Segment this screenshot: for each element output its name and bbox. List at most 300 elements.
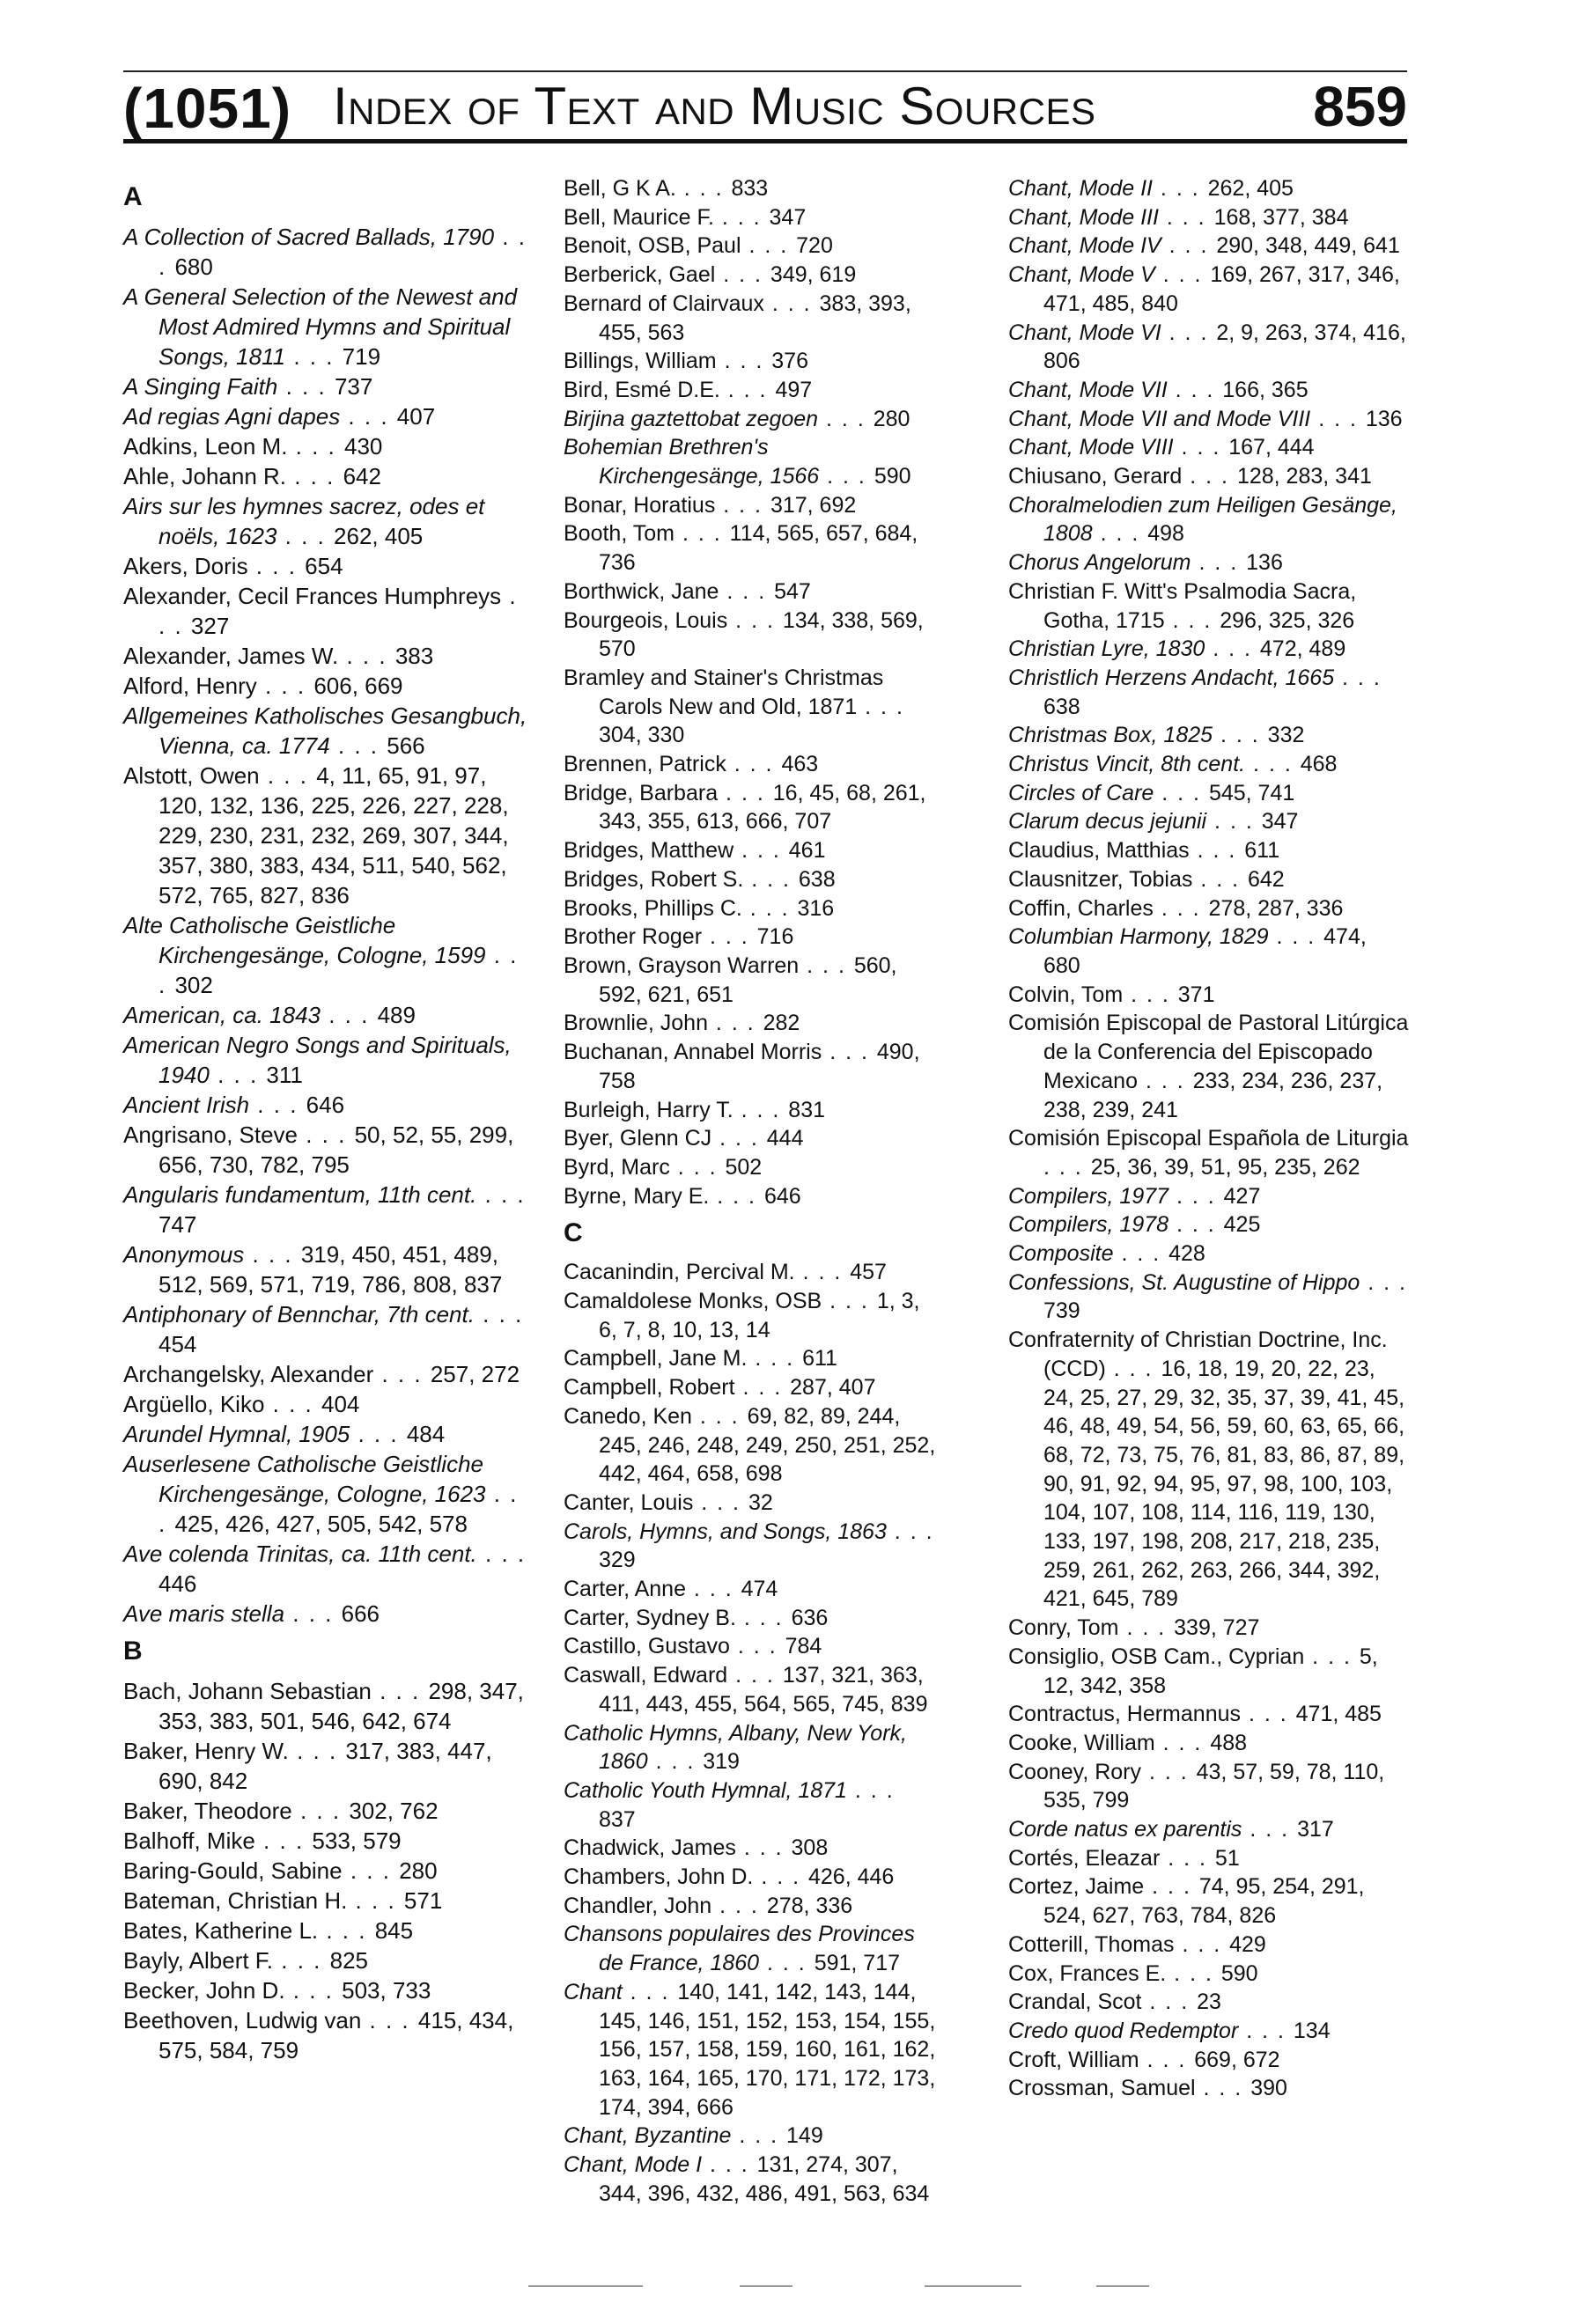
leader-dots: . . .: [244, 1241, 301, 1268]
entry-pages: 654: [305, 553, 343, 579]
entry-name: A Singing Faith: [123, 373, 278, 400]
index-entry: [564, 1038, 936, 1095]
leader-dots: . . .: [709, 1183, 764, 1209]
index-entry: [564, 1153, 936, 1182]
leader-dots: . . .: [247, 553, 306, 579]
entry-name: Confraternity of Christian Doctrine, Inc. (CCD): [1008, 1327, 1388, 1381]
entry-name: Chansons populaires des Provinces de France, 1860: [564, 1922, 915, 1976]
entry-pages: 134, 338, 569, 570: [599, 607, 924, 662]
index-entry: [123, 1945, 534, 1975]
entry-pages: 545, 741: [1208, 780, 1295, 805]
index-entry: [1008, 1758, 1409, 1815]
entry-name: Cooke, William: [1008, 1730, 1155, 1755]
entry-pages: 638: [1043, 694, 1080, 719]
index-entry: [123, 1359, 534, 1389]
index-entry: [1008, 1844, 1409, 1873]
index-entry: [123, 1796, 534, 1826]
leader-dots: . . .: [702, 2152, 757, 2178]
leader-dots: . . .: [622, 1979, 678, 2004]
leader-dots: . . .: [476, 1181, 526, 1208]
leader-dots: . . .: [726, 752, 782, 777]
entry-name: Angularis fundamentum, 11th cent.: [123, 1181, 477, 1208]
entry-name: Cotterill, Thomas: [1008, 1931, 1175, 1957]
leader-dots: . . .: [338, 643, 395, 669]
section-letter: C: [564, 1218, 583, 1248]
leader-dots: . . .: [719, 377, 776, 402]
entry-name: Arundel Hymnal, 1905: [123, 1421, 350, 1447]
entry-pages: 302: [174, 972, 213, 998]
entry-pages: 425: [1223, 1212, 1261, 1238]
index-entry: [1008, 1182, 1409, 1211]
entry-pages: 669, 672: [1194, 2047, 1280, 2072]
entry-pages: 5, 12, 342, 358: [1043, 1644, 1378, 1698]
entry-name: Claudius, Matthias: [1008, 838, 1190, 864]
index-entry: [123, 1975, 534, 2005]
leader-dots: . . .: [476, 1541, 527, 1567]
index-entry: [1008, 894, 1409, 923]
entry-pages: 137, 321, 363, 411, 443, 455, 564, 565, 745, 839: [599, 1663, 928, 1717]
index-entry: [564, 1402, 936, 1489]
entry-name: Campbell, Robert: [564, 1375, 735, 1401]
entry-name: Castillo, Gustavo: [564, 1634, 730, 1659]
index-entry: [123, 1419, 534, 1449]
entry-pages: 25, 36, 39, 51, 95, 235, 262: [1090, 1154, 1360, 1180]
leader-dots: . . .: [1360, 1269, 1407, 1295]
leader-dots: . . .: [735, 1605, 792, 1630]
index-entry: [123, 1090, 534, 1120]
entry-pages: 463: [781, 752, 819, 777]
leader-dots: . . .: [1141, 1759, 1197, 1784]
leader-dots: . . .: [822, 1289, 877, 1314]
index-entry: [123, 1539, 534, 1599]
section-letter: B: [123, 1636, 143, 1666]
entry-name: Chant, Byzantine: [564, 2123, 732, 2149]
footer-rule: [528, 2285, 643, 2287]
entry-name: Chant, Mode III: [1008, 204, 1159, 230]
index-entry: [564, 519, 936, 577]
leader-dots: . . .: [799, 952, 854, 978]
index-entry: [564, 1096, 936, 1125]
leader-dots: . . .: [329, 732, 387, 759]
leader-dots: . . .: [318, 1917, 375, 1944]
index-entry: [123, 761, 534, 910]
leader-dots: . . .: [647, 1749, 704, 1775]
leader-dots: . . .: [1238, 2019, 1294, 2043]
index-entry: [1008, 1614, 1409, 1643]
entry-name: Bach, Johann Sebastian: [123, 1678, 372, 1704]
entry-pages: 257, 272: [430, 1361, 520, 1387]
index-entry: [1008, 1326, 1409, 1614]
index-entry: [1008, 1729, 1409, 1758]
index-entry: [1008, 203, 1409, 232]
entry-name: Choralmelodien zum Heiligen Gesänge, 1808: [1008, 492, 1397, 547]
index-entry: [564, 952, 936, 1009]
entry-pages: 50, 52, 55, 299, 656, 730, 782, 795: [158, 1122, 514, 1178]
entry-name: Canter, Louis: [564, 1489, 694, 1515]
entry-pages: 606, 669: [313, 673, 403, 699]
leader-dots: . . .: [1161, 320, 1217, 345]
leader-dots: . . .: [1154, 1730, 1211, 1755]
entry-name: Chambers, John D.: [564, 1864, 754, 1890]
entry-name: Billings, William: [564, 349, 717, 374]
entry-name: Chiusano, Gerard: [1008, 464, 1183, 489]
index-entry: [123, 551, 534, 581]
entry-pages: 719: [342, 343, 381, 370]
entry-name: Alte Catholische Geistliche Kirchengesänge, Cologne, 1599: [123, 912, 486, 968]
leader-dots: . . .: [685, 1577, 741, 1602]
index-entry: [1008, 1960, 1409, 1989]
entry-name: Coffin, Charles: [1008, 895, 1154, 921]
index-entry: [123, 2005, 534, 2065]
index-entry: [1008, 491, 1409, 548]
leader-dots: . . .: [733, 1097, 789, 1122]
index-entry: [123, 1030, 534, 1090]
leader-dots: . . .: [1195, 2076, 1251, 2101]
entry-pages: 327: [190, 613, 230, 639]
entry-pages: 474: [741, 1577, 778, 1602]
entry-pages: 636: [791, 1605, 829, 1630]
index-entry: [564, 779, 936, 836]
index-entry: [564, 1978, 936, 2122]
entry-pages: 488: [1210, 1730, 1248, 1755]
entry-name: Ave colenda Trinitas, ca. 11th cent.: [123, 1541, 477, 1567]
entry-pages: 489: [377, 1002, 416, 1028]
entry-pages: 16, 18, 19, 20, 22, 23, 24, 25, 27, 29, 32, 35, 37, 39, 41, 45, 46, 48, 49, 54, 56, 59, 60, 63, 65, 66, 68, 72, 73, 75, 76, 81, 83, 86, 87, 89, 90, 91, 92, 94, 95, 97, 98, 100, 103, 104, 107, 108, 114, 116, 119, 130, 133, 197, 198, 208, 217, 218, 235, 259, 261, 262, 263, 266, 344, 392, 421, 645, 789: [1043, 1356, 1405, 1612]
leader-dots: . . .: [818, 406, 874, 431]
entry-name: Corde natus ex parentis: [1008, 1817, 1242, 1842]
index-entry: [564, 1604, 936, 1633]
entry-pages: 547: [774, 578, 811, 604]
leader-dots: . . .: [1206, 809, 1262, 835]
entry-pages: 646: [306, 1092, 345, 1118]
leader-dots: . . .: [759, 1951, 815, 1976]
entry-pages: 168, 377, 384: [1213, 204, 1349, 230]
index-entry: [123, 1180, 534, 1239]
leader-dots: . . .: [1113, 1241, 1169, 1267]
leader-dots: . . .: [1092, 521, 1148, 547]
entry-pages: 720: [796, 233, 833, 259]
entry-name: American, ca. 1843: [123, 1002, 321, 1028]
leader-dots: . . .: [1144, 1874, 1199, 1900]
index-entry: [1008, 1815, 1409, 1844]
entry-pages: 298, 347, 353, 383, 501, 546, 642, 674: [158, 1678, 524, 1734]
entry-pages: 319: [703, 1749, 740, 1775]
entry-name: Antiphonary of Bennchar, 7th cent.: [123, 1301, 475, 1327]
entry-name: Cacanindin, Percival M.: [564, 1260, 795, 1285]
leader-dots: . . .: [1189, 838, 1245, 864]
entry-name: Composite: [1008, 1241, 1114, 1267]
entry-name: Comisión Episcopal de Pastoral Litúrgica de la Conferencia del Episcopado Mexicano: [1008, 1011, 1409, 1093]
entry-pages: 833: [731, 176, 769, 201]
leader-dots: . . .: [284, 1977, 343, 2004]
entry-name: Clausnitzer, Tobias: [1008, 866, 1193, 892]
entry-pages: 474, 680: [1043, 924, 1367, 978]
entry-pages: 347: [1261, 809, 1299, 835]
entry-pages: 43, 57, 59, 78, 110, 535, 799: [1043, 1759, 1385, 1813]
entry-pages: 638: [798, 866, 836, 892]
entry-name: Campbell, Jane M.: [564, 1346, 748, 1372]
footer-rule: [1096, 2285, 1149, 2287]
entry-pages: 287, 407: [790, 1375, 876, 1401]
index-entry: [123, 1916, 534, 1945]
leader-dots: . . .: [1138, 1068, 1193, 1093]
index-entry: [564, 1182, 936, 1211]
leader-dots: . . .: [340, 403, 397, 430]
index-entry: [1008, 376, 1409, 405]
index-entry: [1008, 2046, 1409, 2075]
leader-dots: . . .: [1139, 2047, 1195, 2072]
entry-name: Byrd, Marc: [564, 1154, 670, 1180]
leader-dots: . . .: [1242, 1817, 1298, 1842]
entry-name: Borthwick, Jane: [564, 578, 719, 604]
leader-dots: . . .: [158, 1481, 519, 1537]
index-entry: [123, 910, 534, 1000]
entry-pages: 32: [748, 1489, 773, 1515]
entry-name: Ave maris stella: [123, 1600, 285, 1627]
leader-dots: . . .: [1168, 1212, 1224, 1238]
entry-pages: 426, 446: [808, 1864, 895, 1890]
entry-pages: 831: [788, 1097, 826, 1122]
entry-name: Bramley and Stainer's Christmas Carols New and Old, 1871: [564, 665, 884, 719]
leader-dots: . . .: [1118, 1615, 1175, 1641]
leader-dots: . . .: [1141, 1989, 1198, 2015]
entry-name: Christian Lyre, 1830: [1008, 636, 1205, 662]
index-entry: [564, 290, 936, 347]
entry-pages: 502: [725, 1154, 763, 1180]
index-entry: [1008, 1269, 1409, 1326]
section-number: (1051): [123, 77, 291, 140]
leader-dots: . . .: [711, 1126, 767, 1151]
entry-name: Cortés, Eleazar: [1008, 1845, 1161, 1871]
index-entry: [123, 1389, 534, 1419]
entry-name: Bayly, Albert F.: [123, 1947, 274, 1974]
entry-name: Carols, Hymns, and Songs, 1863: [564, 1519, 887, 1544]
leader-dots: . . .: [1304, 1644, 1360, 1669]
index-entry: [123, 671, 534, 701]
index-entry: [123, 581, 534, 641]
leader-dots: . . .: [669, 1154, 726, 1180]
entry-pages: 166, 365: [1222, 377, 1309, 402]
entry-name: Compilers, 1978: [1008, 1212, 1169, 1238]
index-entry: [123, 1736, 534, 1796]
entry-name: Berberick, Gael: [564, 262, 716, 288]
leader-dots: . . .: [711, 1893, 767, 1918]
index-entry: [1008, 721, 1409, 750]
index-entry: [123, 1000, 534, 1030]
leader-dots: . . .: [741, 895, 798, 921]
leader-dots: . . .: [886, 1519, 934, 1544]
entry-pages: 533, 579: [312, 1828, 402, 1854]
entry-pages: 2, 9, 263, 374, 416, 806: [1043, 320, 1406, 374]
index-entry: [1008, 981, 1409, 1010]
leader-dots: . . .: [1152, 176, 1208, 201]
entry-pages: 69, 82, 89, 244, 245, 246, 248, 249, 250, 251, 252, 442, 464, 658, 698: [599, 1403, 936, 1487]
leader-dots: . . .: [719, 578, 775, 604]
index-entry: [1008, 1124, 1409, 1181]
entry-name: Byrne, Mary E.: [564, 1183, 710, 1209]
entry-pages: 471, 485: [1295, 1702, 1382, 1727]
leader-dots: . . .: [1161, 233, 1217, 259]
entry-name: Bernard of Clairvaux: [564, 290, 764, 316]
index-column-1: [123, 174, 534, 2065]
entry-name: Bird, Esmé D.E.: [564, 377, 720, 402]
index-entry: [564, 1373, 936, 1402]
index-entry: [564, 1632, 936, 1661]
entry-pages: 262, 405: [1207, 176, 1294, 201]
entry-name: Archangelsky, Alexander: [123, 1361, 374, 1387]
leader-dots: . . .: [1167, 377, 1223, 402]
entry-pages: 390: [1250, 2076, 1287, 2101]
entry-pages: 134: [1293, 2019, 1331, 2043]
entry-name: Bridges, Matthew: [564, 838, 734, 864]
entry-name: Brennen, Patrick: [564, 752, 726, 777]
index-entry: [123, 701, 534, 761]
entry-name: Chant, Mode VIII: [1008, 435, 1174, 460]
index-entry: [564, 894, 936, 923]
entry-pages: 23: [1197, 1989, 1221, 2015]
entry-pages: 128, 283, 341: [1236, 464, 1372, 489]
entry-pages: 837: [599, 1806, 636, 1832]
leader-dots: . . .: [347, 1887, 404, 1914]
index-entry: [1008, 923, 1409, 980]
entry-pages: 308: [791, 1835, 829, 1861]
entry-pages: 611: [1244, 838, 1280, 864]
entry-pages: 457: [850, 1260, 887, 1285]
entry-pages: 136: [1365, 406, 1403, 431]
leader-dots: . . .: [734, 838, 789, 864]
entry-name: Adkins, Leon M.: [123, 433, 288, 460]
leader-dots: . . .: [1105, 1356, 1161, 1381]
entry-pages: 317: [1297, 1817, 1334, 1842]
leader-dots: . . .: [264, 1391, 321, 1417]
entry-pages: 167, 444: [1228, 435, 1315, 460]
entry-name: American Negro Songs and Spirituals, 1940: [123, 1032, 512, 1088]
leader-dots: . . .: [298, 1122, 355, 1148]
entry-name: Cox, Frances E.: [1008, 1960, 1167, 1986]
entry-name: Colvin, Tom: [1008, 982, 1124, 1007]
entry-pages: 383: [394, 643, 434, 669]
leader-dots: . . .: [350, 1421, 407, 1447]
entry-pages: 16, 45, 68, 261, 343, 355, 613, 666, 707: [599, 780, 926, 835]
index-entry: [1008, 405, 1409, 434]
entry-name: Bateman, Christian H.: [123, 1887, 348, 1914]
entry-name: Bridges, Robert S.: [564, 866, 744, 892]
index-entry: [1008, 635, 1409, 664]
entry-name: Chant, Mode I: [564, 2152, 703, 2178]
index-entry: [564, 405, 936, 434]
entry-name: Conry, Tom: [1008, 1615, 1119, 1641]
index-entry: [564, 1258, 936, 1287]
entry-name: Catholic Youth Hymnal, 1871: [564, 1777, 847, 1803]
index-entry: [564, 1719, 936, 1776]
leader-dots: . . .: [857, 694, 904, 719]
entry-pages: 278, 287, 336: [1208, 895, 1344, 921]
entry-name: Circles of Care: [1008, 780, 1154, 805]
entry-name: Bell, Maurice F.: [564, 204, 714, 230]
footer-rule: [925, 2285, 1021, 2287]
entry-pages: 566: [387, 732, 425, 759]
leader-dots: . . .: [1182, 464, 1237, 489]
entry-name: Crossman, Samuel: [1008, 2076, 1196, 2101]
index-entry: [1008, 1643, 1409, 1700]
entry-pages: 571: [403, 1887, 443, 1914]
entry-name: Brown, Grayson Warren: [564, 952, 800, 978]
index-entry: [564, 261, 936, 290]
index-entry: [1008, 1009, 1409, 1124]
index-column-2: [564, 174, 936, 2209]
index-entry: [1008, 232, 1409, 261]
entry-name: Alstott, Owen: [123, 762, 260, 789]
leader-dots: . . .: [1205, 636, 1260, 662]
entry-name: Croft, William: [1008, 2047, 1139, 2072]
leader-dots: . . .: [373, 1361, 431, 1387]
entry-pages: 280: [873, 406, 910, 431]
entry-name: A Collection of Sacred Ballads, 1790: [123, 224, 495, 250]
leader-dots: . . .: [1173, 435, 1229, 460]
index-entry: [1008, 577, 1409, 635]
entry-name: Brooks, Phillips C.: [564, 895, 742, 921]
entry-pages: 428: [1168, 1241, 1205, 1267]
leader-dots: . . .: [716, 349, 772, 374]
index-entry: [123, 1826, 534, 1856]
entry-pages: 825: [329, 1947, 368, 1974]
entry-pages: 311: [266, 1062, 303, 1088]
index-entry: [564, 1489, 936, 1518]
leader-dots: . . .: [715, 262, 770, 288]
leader-dots: . . .: [727, 607, 783, 633]
entry-pages: 680: [174, 254, 213, 280]
entry-name: Balhoff, Mike: [123, 1828, 255, 1854]
index-entry: [123, 371, 534, 401]
leader-dots: . . .: [727, 1663, 783, 1688]
index-entry: [123, 431, 534, 461]
entry-pages: 404: [321, 1391, 360, 1417]
index-entry: [123, 1449, 534, 1539]
entry-pages: 317, 383, 447, 690, 842: [158, 1738, 492, 1794]
index-entry: [1008, 174, 1409, 203]
leader-dots: . . .: [1334, 665, 1382, 690]
entry-name: Bridge, Barbara: [564, 780, 719, 805]
entry-name: Canedo, Ken: [564, 1403, 692, 1429]
leader-dots: . . .: [1168, 1183, 1224, 1209]
leader-dots: . . .: [1241, 1702, 1296, 1727]
leader-dots: . . .: [846, 1777, 895, 1803]
section-letter: A: [123, 182, 143, 211]
entry-name: Buchanan, Annabel Morris: [564, 1040, 822, 1065]
entry-pages: 739: [1043, 1298, 1080, 1324]
entry-pages: 282: [763, 1011, 800, 1036]
index-entry: [564, 203, 936, 232]
entry-pages: 446: [158, 1570, 197, 1597]
leader-dots: . . .: [158, 942, 519, 998]
leader-dots: . . .: [1192, 866, 1248, 892]
entry-name: Contractus, Hermannus: [1008, 1702, 1242, 1727]
entry-name: Cooney, Rory: [1008, 1759, 1141, 1784]
entry-pages: 332: [1267, 723, 1305, 748]
index-entry: [1008, 433, 1409, 462]
index-entry: [123, 1599, 534, 1629]
entry-pages: 304, 330: [599, 723, 685, 748]
entry-name: Ahle, Johann R.: [123, 463, 287, 489]
leader-dots: . . .: [284, 1600, 342, 1627]
index-entry: [564, 1518, 936, 1575]
entry-pages: 169, 267, 317, 346, 471, 485, 840: [1043, 262, 1400, 316]
index-entry: [123, 1886, 534, 1916]
entry-pages: 498: [1147, 521, 1184, 547]
entry-pages: 444: [766, 1126, 804, 1151]
entry-pages: 149: [786, 2123, 823, 2149]
index-entry: [123, 1676, 534, 1736]
